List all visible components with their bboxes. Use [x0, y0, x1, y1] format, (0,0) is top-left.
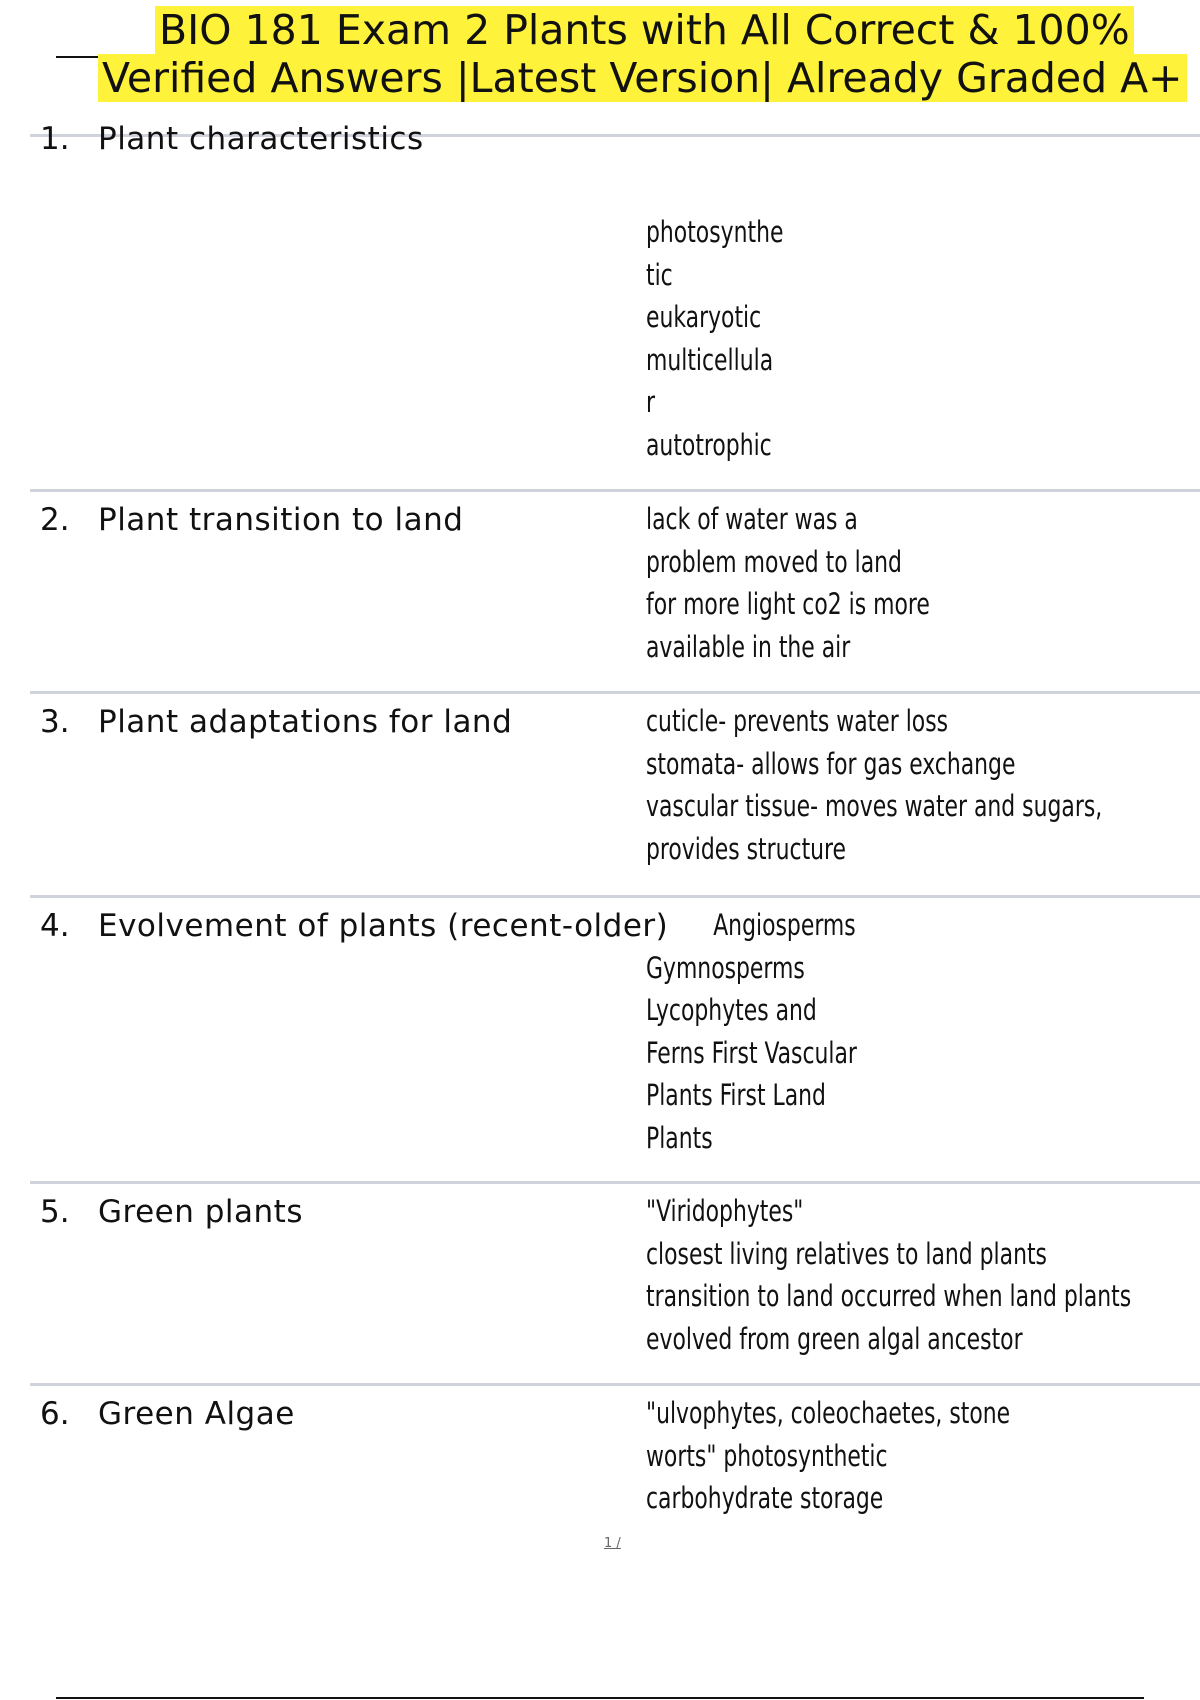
answer-line: available in the air	[646, 629, 851, 664]
question-number: 2.	[40, 502, 70, 538]
answer-block	[646, 904, 1100, 1159]
answer-line: vascular tissue- moves water and sugars,	[646, 789, 1103, 823]
answer-line: autotrophic	[646, 427, 772, 462]
qa-row	[30, 492, 1200, 694]
question-text: Plant transition to land	[98, 502, 464, 538]
answer-block	[646, 1190, 1132, 1360]
answer-line: "Viridophytes"	[646, 1194, 804, 1228]
question-number: 4.	[40, 908, 70, 944]
title-underline-dash	[56, 56, 98, 58]
answer-line: Plants	[646, 1120, 713, 1155]
answer-line: Lycophytes and	[646, 993, 817, 1027]
page-number: 1 /	[604, 1536, 621, 1551]
answer-line: Angiosperms	[713, 908, 856, 942]
answer-block	[646, 700, 1103, 870]
answer-line: multicellula	[646, 342, 774, 377]
answer-block	[646, 498, 1100, 668]
answer-line: Ferns First Vascular	[646, 1035, 857, 1070]
qa-row	[30, 694, 1200, 898]
qa-row	[30, 1184, 1200, 1386]
answer-line: Gymnosperms	[646, 950, 805, 985]
answer-line: evolved from green algal ancestor	[646, 1321, 1023, 1356]
answer-line: "ulvophytes, coleochaetes, stone	[646, 1396, 1011, 1430]
question-text: Plant adaptations for land	[98, 704, 513, 740]
answer-line: problem moved to land	[646, 544, 902, 579]
document-title-line-2: Verified Answers |Latest Version| Already Graded A+	[98, 54, 1187, 102]
answer-line: Plants First Land	[646, 1078, 826, 1112]
answer-line: worts" photosynthetic	[646, 1438, 888, 1473]
answer-line: lack of water was a	[646, 502, 858, 536]
answer-line: provides structure	[646, 831, 847, 866]
answer-block	[646, 211, 1100, 466]
qa-row	[30, 121, 1200, 492]
answer-line: eukaryotic	[646, 300, 762, 334]
question-text: Evolvement of plants (recent-older)	[98, 908, 669, 944]
question-number: 6.	[40, 1396, 70, 1432]
qa-row	[30, 1386, 1200, 1546]
answer-line: r	[646, 385, 656, 419]
question-number: 5.	[40, 1194, 70, 1230]
question-answer-list	[30, 121, 1200, 1546]
answer-line: transition to land occurred when land plants	[646, 1279, 1132, 1313]
answer-line: carbohydrate storage	[646, 1481, 884, 1515]
document-title-line-1: BIO 181 Exam 2 Plants with All Correct & 100%	[155, 6, 1134, 54]
question-text: Green plants	[98, 1194, 303, 1230]
answer-line: for more light co2 is more	[646, 587, 930, 621]
question-number: 3.	[40, 704, 70, 740]
qa-row	[30, 898, 1200, 1184]
answer-line: closest living relatives to land plants	[646, 1236, 1047, 1271]
answer-line: cuticle- prevents water loss	[646, 704, 949, 738]
answer-line: tic	[646, 257, 673, 292]
answer-line: photosynthe	[646, 215, 784, 249]
question-text: Green Algae	[98, 1396, 295, 1432]
answer-line: stomata- allows for gas exchange	[646, 746, 1016, 781]
question-text: Plant characteristics	[98, 121, 424, 157]
question-number: 1.	[40, 121, 70, 157]
footer-rule	[56, 1697, 1144, 1699]
answer-block	[646, 1392, 1100, 1520]
